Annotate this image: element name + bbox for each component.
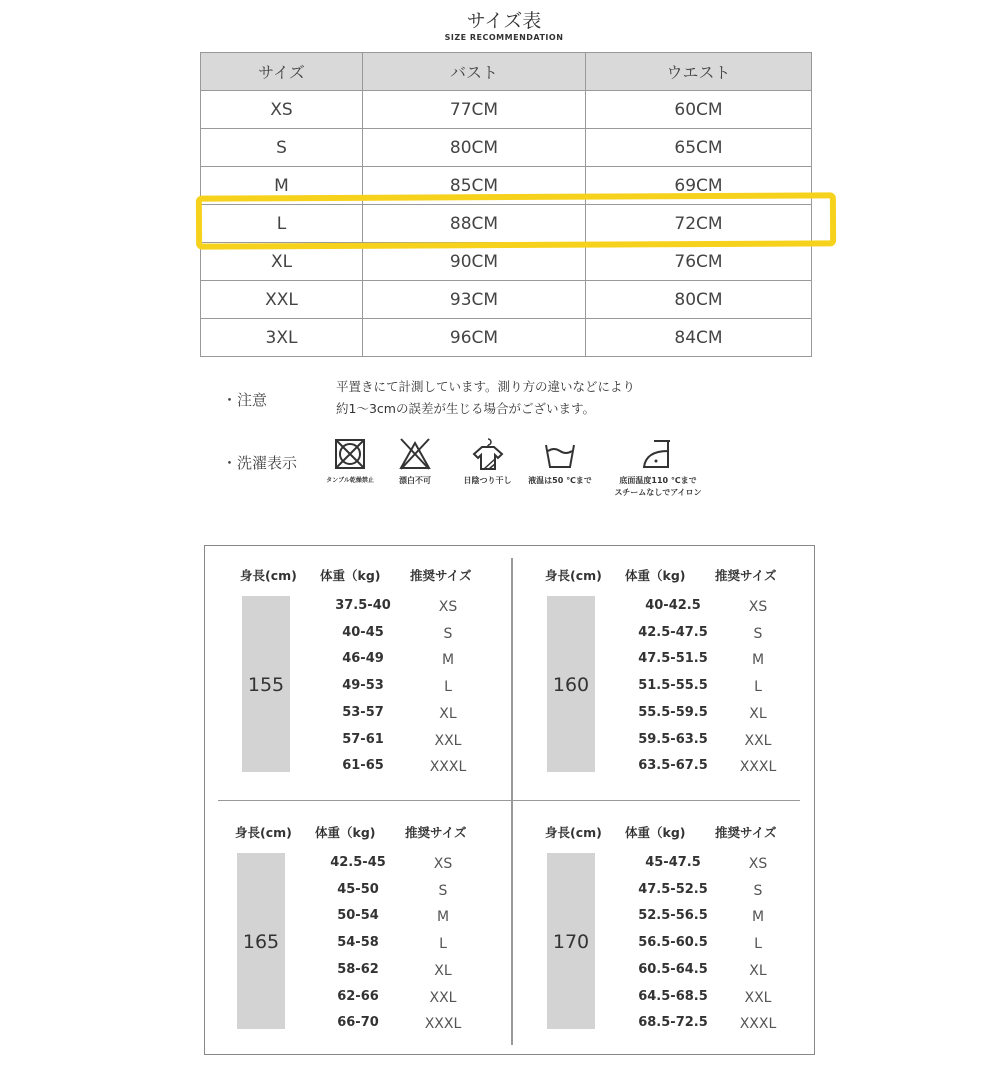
recommended-size: L (439, 936, 447, 953)
recommended-size: XS (748, 856, 768, 872)
header-height: 身長(cm) (545, 568, 602, 583)
waist-cell: 72CM (586, 205, 812, 243)
bust-cell: 93CM (363, 281, 586, 319)
care-label: ・洗濯表示 (222, 454, 298, 472)
weight-range: 45-50 (337, 881, 379, 897)
weight-range: 46-49 (342, 651, 384, 667)
waist-cell: 84CM (586, 319, 812, 357)
height-value: 155 (247, 674, 285, 696)
care-item-label: 漂白不可 (399, 476, 431, 485)
recommended-size: L (754, 679, 762, 696)
iron-icon (640, 437, 676, 471)
recommended-size: M (751, 652, 765, 669)
weight-range: 37.5-40 (335, 598, 391, 613)
recommended-size: XXXL (739, 759, 777, 776)
header-size: 推奨サイズ (405, 825, 467, 840)
recommended-size: XXL (434, 732, 462, 749)
bust-cell: 77CM (363, 91, 586, 129)
waist-cell: 69CM (586, 167, 812, 205)
column-header-size: サイズ (201, 53, 363, 91)
page-subtitle: SIZE RECOMMENDATION (444, 33, 564, 42)
care-item-label: 液温は50 ℃まで (528, 476, 592, 485)
recommended-size: L (444, 679, 452, 696)
recommended-size: M (441, 652, 455, 669)
header-height: 身長(cm) (240, 568, 297, 583)
weight-range: 63.5-67.5 (638, 758, 708, 774)
size-cell: XXL (201, 281, 363, 319)
header-weight: 体重（kg) (625, 568, 686, 583)
recommended-size: XL (749, 705, 767, 722)
height-block-165 (213, 823, 503, 1063)
column-header-bust: バスト (363, 53, 586, 91)
recommended-size: L (754, 936, 762, 953)
weight-range: 47.5-52.5 (638, 881, 708, 897)
notice-label: ・注意 (222, 391, 268, 409)
care-item-label: タンブル乾燥禁止 (326, 477, 374, 484)
recommended-size: XL (749, 962, 767, 979)
header-weight: 体重（kg) (320, 568, 381, 583)
weight-range: 59.5-63.5 (638, 731, 708, 747)
waist-cell: 76CM (586, 243, 812, 281)
header-height: 身長(cm) (235, 825, 292, 840)
weight-range: 58-62 (337, 961, 379, 977)
weight-range: 45-47.5 (645, 855, 701, 870)
care-item-no-bleach (385, 437, 445, 487)
table-header-row (201, 53, 812, 91)
recommended-size: M (751, 909, 765, 926)
recommended-size: S (753, 882, 763, 899)
weight-range: 61-65 (342, 758, 384, 774)
recommended-size: XL (434, 962, 452, 979)
recommended-size: XXXL (739, 1016, 777, 1033)
weight-range: 62-66 (337, 988, 379, 1004)
height-value: 160 (552, 674, 590, 696)
header-size: 推奨サイズ (410, 568, 472, 583)
size-cell: S (201, 129, 363, 167)
weight-range: 42.5-47.5 (638, 624, 708, 640)
weight-range: 51.5-55.5 (638, 678, 708, 694)
waist-cell: 60CM (586, 91, 812, 129)
recommended-size: S (753, 625, 763, 642)
weight-range: 66-70 (337, 1015, 379, 1031)
bust-cell: 80CM (363, 129, 586, 167)
weight-range: 47.5-51.5 (638, 651, 708, 667)
recommended-size: XL (439, 705, 457, 722)
size-row (201, 319, 812, 357)
weight-range: 40-45 (342, 624, 384, 640)
height-block-155 (218, 566, 508, 806)
header-size: 推奨サイズ (715, 568, 777, 583)
weight-range: 56.5-60.5 (638, 935, 708, 951)
waist-cell: 80CM (586, 281, 812, 319)
shade-hang-dry-icon (470, 437, 506, 471)
no-bleach-icon (397, 437, 433, 471)
header-weight: 体重（kg) (625, 825, 686, 840)
weight-range: 68.5-72.5 (638, 1015, 708, 1031)
size-cell: L (201, 205, 363, 243)
divider-vertical (511, 558, 513, 1045)
size-cell: 3XL (201, 319, 363, 357)
notice-text (336, 376, 635, 420)
size-row (201, 281, 812, 319)
weight-range: 53-57 (342, 704, 384, 720)
recommended-size: XS (433, 856, 453, 872)
weight-range: 52.5-56.5 (638, 908, 708, 924)
care-item-label: 底面温度110 ℃まで (619, 476, 697, 485)
wash-50-icon (542, 437, 578, 471)
recommended-size: XXL (744, 732, 772, 749)
recommended-size: XXXL (424, 1016, 462, 1033)
bust-cell: 96CM (363, 319, 586, 357)
weight-range: 55.5-59.5 (638, 704, 708, 720)
bust-cell: 90CM (363, 243, 586, 281)
care-item-no-tumble-dry (310, 437, 390, 487)
recommended-size: M (436, 909, 450, 926)
care-item-iron (598, 437, 718, 499)
size-row (201, 91, 812, 129)
bust-cell: 88CM (363, 205, 586, 243)
care-item-label-2: スチームなしでアイロン (614, 488, 702, 497)
care-item-wash-50 (520, 437, 600, 487)
header-height: 身長(cm) (545, 825, 602, 840)
header-size: 推奨サイズ (715, 825, 777, 840)
height-block-160 (523, 566, 813, 806)
recommended-size: XXL (429, 989, 457, 1006)
bust-cell: 85CM (363, 167, 586, 205)
no-tumble-dry-icon (333, 437, 367, 471)
size-cell: XS (201, 91, 363, 129)
recommended-size: XS (748, 599, 768, 615)
size-row (201, 129, 812, 167)
weight-range: 54-58 (337, 935, 379, 951)
weight-range: 49-53 (342, 678, 384, 694)
header-weight: 体重（kg) (315, 825, 376, 840)
care-item-shade-hang-dry (450, 437, 525, 487)
height-block-170 (523, 823, 813, 1063)
column-header-waist: ウエスト (586, 53, 812, 91)
recommended-size: XXXL (429, 759, 467, 776)
size-cell: M (201, 167, 363, 205)
weight-range: 40-42.5 (645, 598, 701, 613)
weight-range: 50-54 (337, 908, 379, 924)
care-item-label: 日陰つり干し (463, 476, 512, 485)
page-title: サイズ表 (466, 10, 542, 32)
recommended-size: S (438, 882, 448, 899)
notice-line-1: 平置きにて計測しています。測り方の違いなどにより (336, 379, 636, 394)
waist-cell: 65CM (586, 129, 812, 167)
height-value: 165 (242, 931, 280, 953)
weight-range: 57-61 (342, 731, 384, 747)
highlight-marker (196, 192, 836, 249)
weight-range: 64.5-68.5 (638, 988, 708, 1004)
notice-line-2: 約1〜3cmの誤差が生じる場合がございます。 (336, 401, 595, 416)
recommended-size: S (443, 625, 453, 642)
height-value: 170 (552, 931, 590, 953)
size-cell: XL (201, 243, 363, 281)
recommended-size: XS (438, 599, 458, 615)
recommended-size: XXL (744, 989, 772, 1006)
weight-range: 42.5-45 (330, 855, 386, 870)
weight-range: 60.5-64.5 (638, 961, 708, 977)
